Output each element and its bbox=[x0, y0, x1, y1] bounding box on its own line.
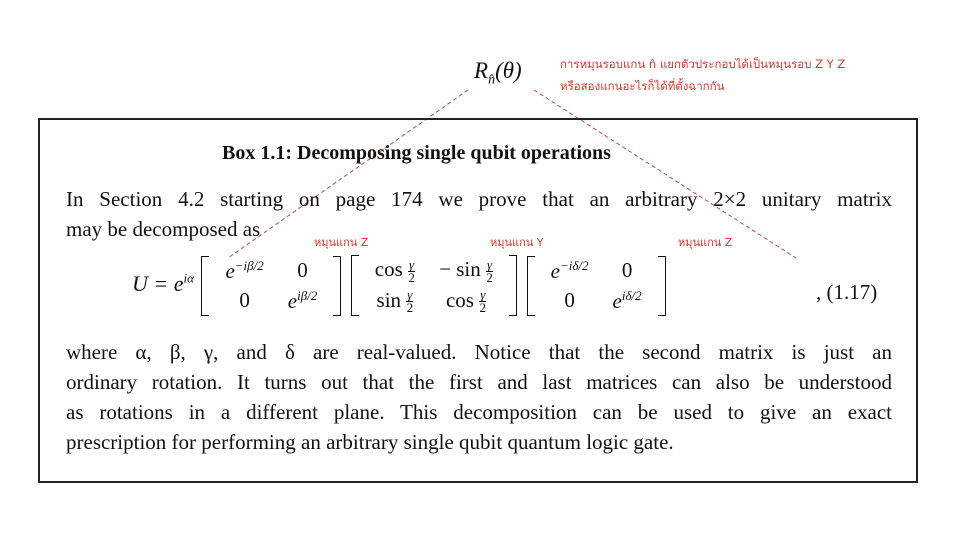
annotation-note-line1: การหมุนรอบแกน n̂ แยกตัวประกอบได้เป็นหมุนรอบ Z Y Z bbox=[560, 57, 846, 71]
equation-lhs: $U = e^{i\alpha}$ bbox=[132, 270, 194, 296]
paragraph2-line2: ordinary rotation. It turns out that the first and last matrices can also be understood bbox=[66, 370, 892, 394]
axis-label-z1: หมุนแกน Z bbox=[314, 236, 369, 249]
paragraph2-line4: prescription for performing an arbitrary single qubit quantum logic gate. bbox=[66, 430, 674, 454]
matrix-z-rotation-1: $e^{-i\beta/2}$ 0 0 $e^{i\beta/2}$ bbox=[199, 256, 343, 316]
equation-number: , (1.17) bbox=[816, 280, 878, 304]
axis-label-y: หมุนแกน Y bbox=[490, 236, 544, 249]
paragraph1-line1: In Section 4.2 starting on page 174 we prove that an arbitrary 2×2 unitary matrix bbox=[66, 187, 892, 211]
paragraph1-line2: may be decomposed as bbox=[66, 217, 261, 241]
axis-label-z2: หมุนแกน Z bbox=[678, 236, 733, 249]
paragraph2-line3: as rotations in a different plane. This decomposition can be used to give an exact bbox=[66, 400, 892, 424]
paragraph2-line1: where α, β, γ, and δ are real-valued. Notice that the second matrix is just an bbox=[66, 340, 892, 364]
rotation-operator-symbol: $R_{n̂}(\theta)$ bbox=[474, 58, 522, 88]
matrix-z-rotation-2: $e^{-i\delta/2}$ 0 0 $e^{i\delta/2}$ bbox=[525, 256, 668, 316]
paragraph2 bbox=[66, 337, 892, 457]
matrix-y-rotation: cos $\frac{\gamma}{2}$ − sin $\frac{\gamma}{2}$ sin $\frac{\gamma}{2}$ cos $\frac{\gamma}{2}$ bbox=[349, 255, 519, 316]
decomposition-equation bbox=[132, 255, 668, 325]
box-title: Box 1.1: Decomposing single qubit operations bbox=[222, 142, 611, 164]
annotation-note-line2: หรือสองแกนอะไรก็ได้ที่ตั้งฉากกัน bbox=[560, 79, 725, 93]
